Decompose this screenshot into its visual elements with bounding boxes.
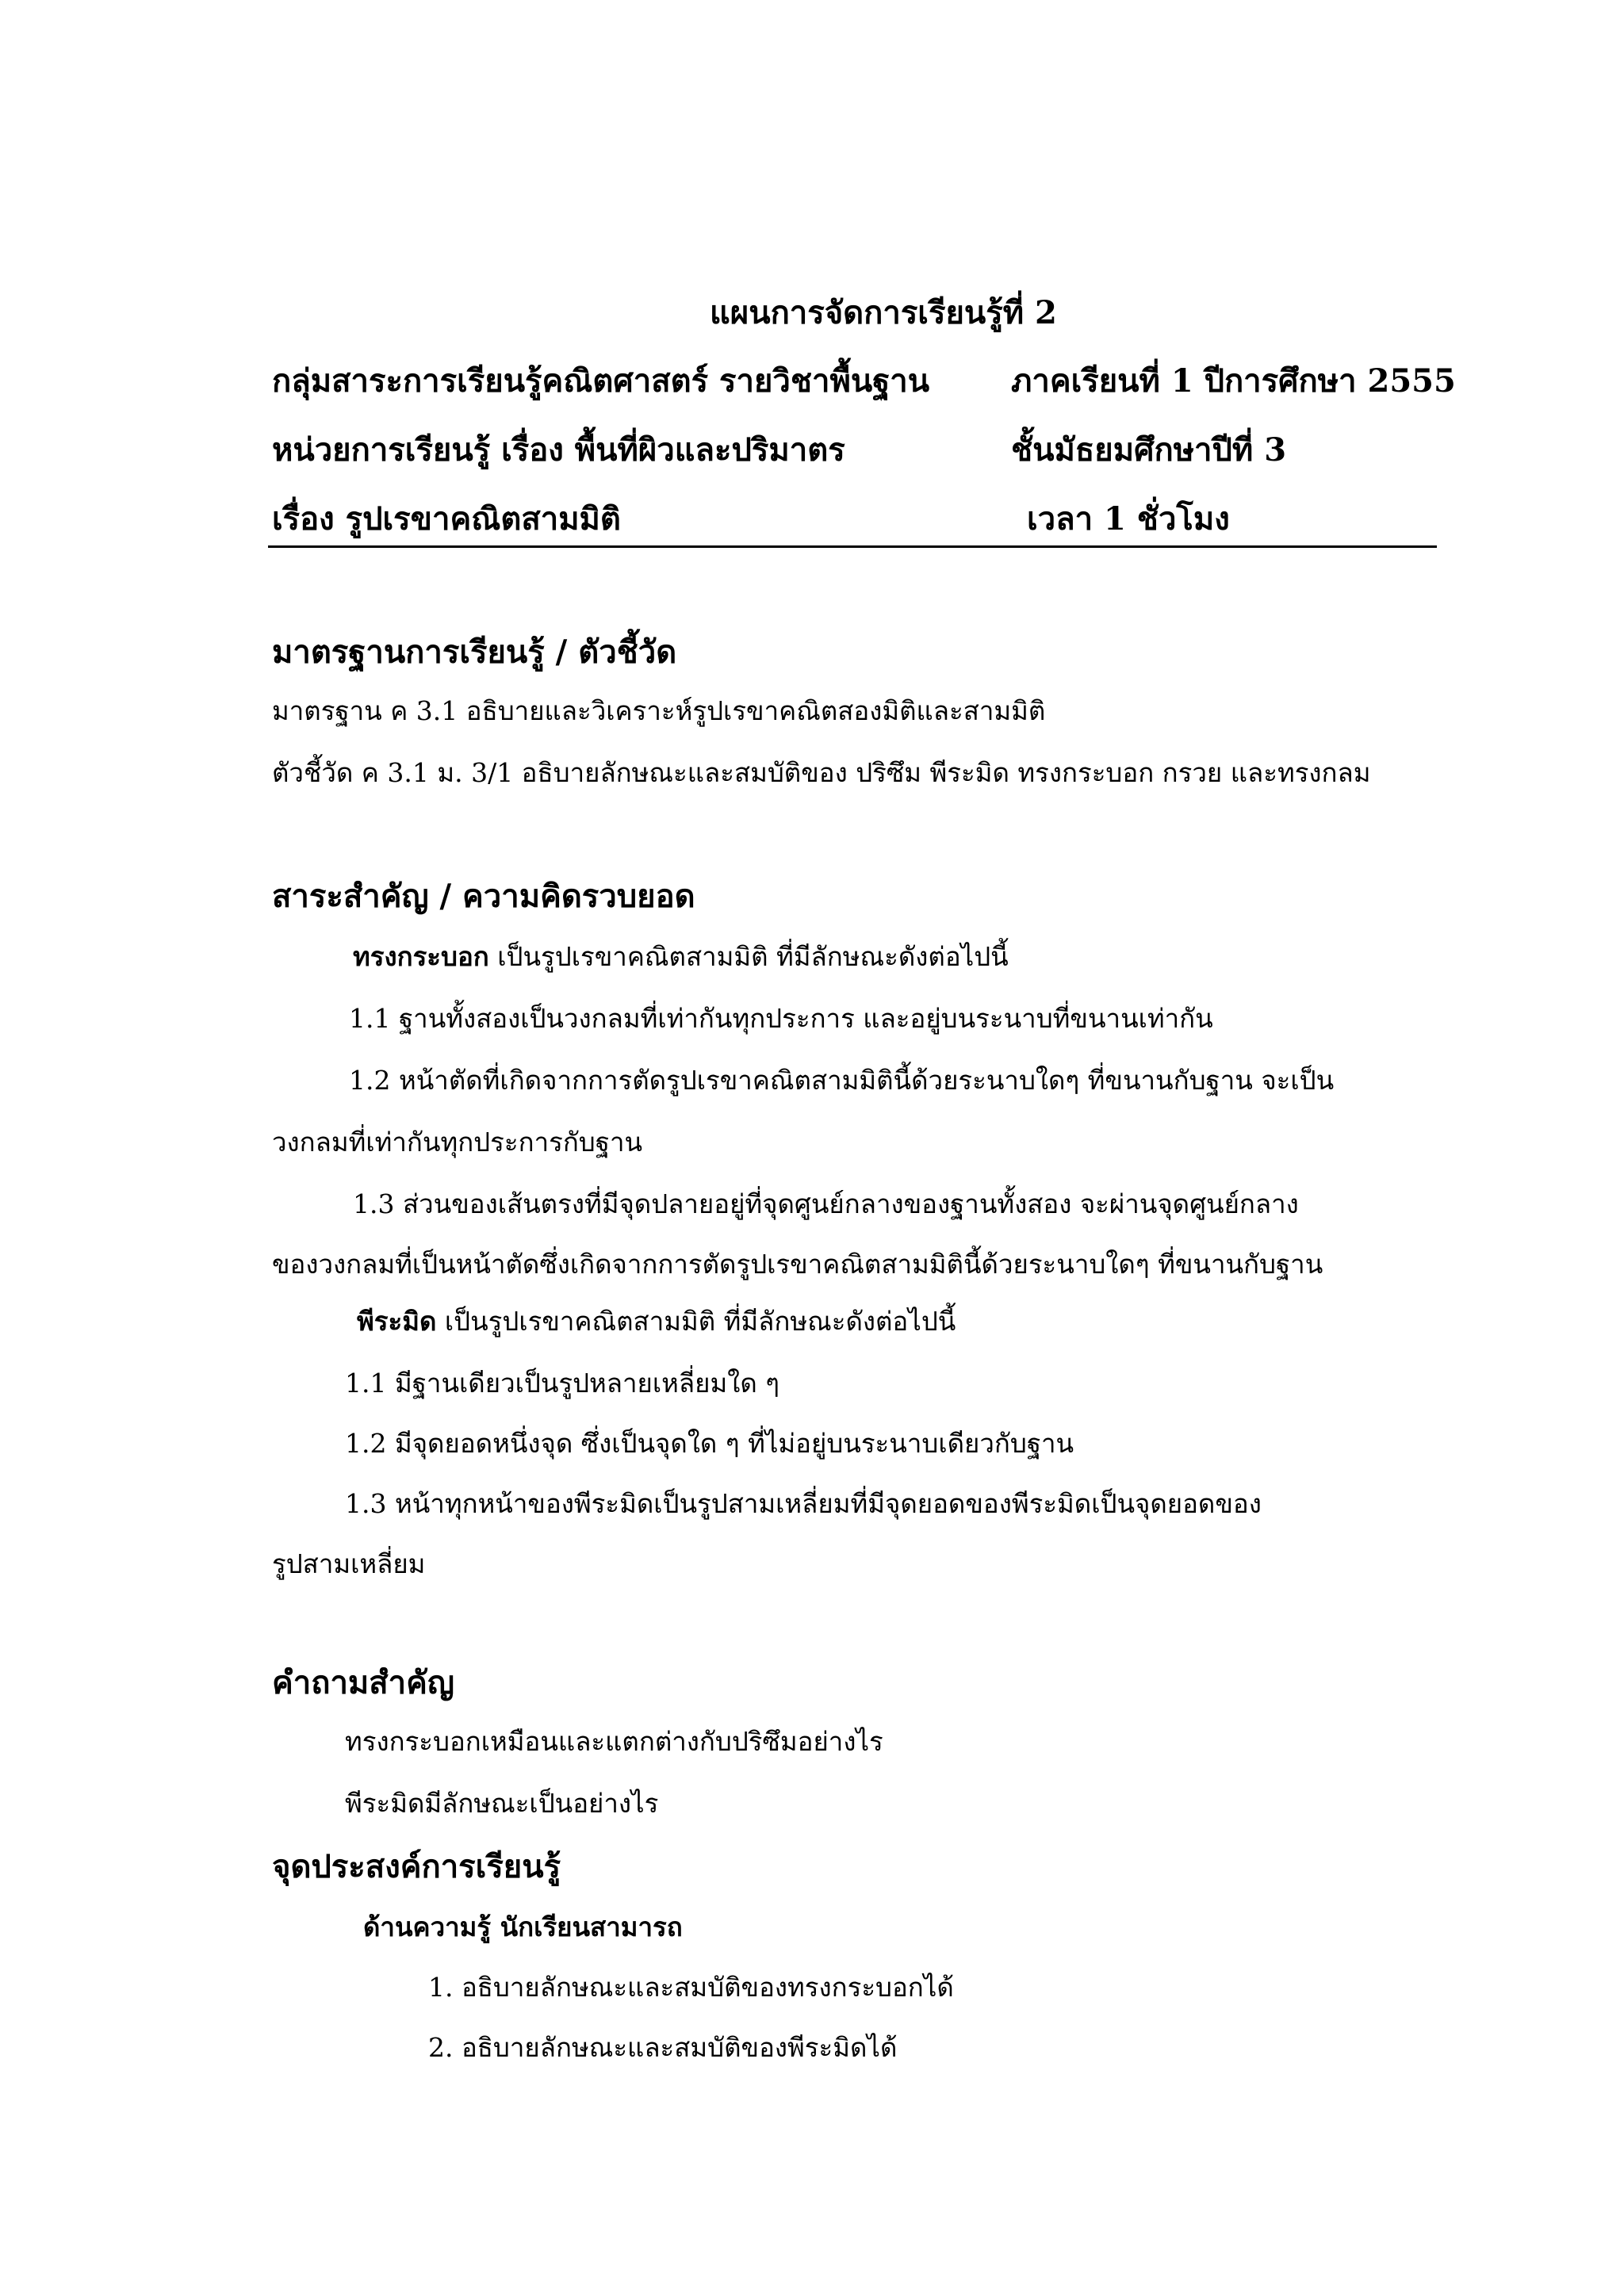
objectives-heading: จุดประสงค์การเรียนรู้ — [272, 1848, 561, 1885]
cylinder-term: ทรงกระบอก — [353, 941, 489, 972]
pyramid-intro: เป็นรูปเรขาคณิตสามมิติ ที่มีลักษณะดังต่อไปนี้ — [436, 1306, 956, 1337]
pyramid-property-1: 1.1 มีฐานเดียวเป็นรูปหลายเหลี่ยมใด ๆ — [345, 1368, 779, 1399]
cylinder-intro: เป็นรูปเรขาคณิตสามมิติ ที่มีลักษณะดังต่อไปนี้ — [488, 941, 1009, 972]
pyramid-definition — [357, 1300, 956, 1342]
knowledge-subheading: ด้านความรู้ นักเรียนสามารถ — [363, 1911, 683, 1942]
pyramid-term: พีระมิด — [357, 1306, 437, 1337]
semester-year: ภาคเรียนที่ 1 ปีการศึกษา 2555 — [1011, 362, 1456, 400]
lesson-plan-title: แผนการจัดการเรียนรู้ที่ 2 — [710, 294, 1057, 331]
question-2: พีระมิดมีลักษณะเป็นอย่างไร — [345, 1788, 659, 1819]
cylinder-property-3-cont: ของวงกลมที่เป็นหน้าตัดซึ่งเกิดจากการตัดรูปเรขาคณิตสามมิตินี้ด้วยระนาบใดๆ ที่ขนานกับฐาน — [272, 1249, 1323, 1280]
indicator-line: ตัวชี้วัด ค 3.1 ม. 3/1 อธิบายลักษณะและสมบัติของ ปริซึม พีระมิด ทรงกระบอก กรวย และทรงกลม — [272, 757, 1371, 788]
header-divider — [268, 545, 1437, 548]
lesson-duration: เวลา 1 ชั่วโมง — [1027, 500, 1230, 538]
questions-heading: คำถามสำคัญ — [272, 1664, 454, 1701]
concept-heading: สาระสำคัญ / ความคิดรวบยอด — [272, 878, 695, 915]
learning-unit: หน่วยการเรียนรู้ เรื่อง พื้นที่ผิวและปริมาตร — [272, 431, 845, 469]
cylinder-property-3: 1.3 ส่วนของเส้นตรงที่มีจุดปลายอยู่ที่จุดศูนย์กลางของฐานทั้งสอง จะผ่านจุดศูนย์กลาง — [353, 1188, 1299, 1219]
subject-group: กลุ่มสาระการเรียนรู้คณิตศาสตร์ รายวิชาพื้นฐาน — [272, 362, 930, 400]
objective-1: 1. อธิบายลักษณะและสมบัติของทรงกระบอกได้ — [428, 1972, 954, 2003]
cylinder-definition — [353, 936, 1009, 978]
cylinder-property-2: 1.2 หน้าตัดที่เกิดจากการตัดรูปเรขาคณิตสามมิตินี้ด้วยระนาบใดๆ ที่ขนานกับฐาน จะเป็น — [349, 1065, 1335, 1096]
question-1: ทรงกระบอกเหมือนและแตกต่างกับปริซึมอย่างไร — [345, 1726, 883, 1757]
cylinder-property-1: 1.1 ฐานทั้งสองเป็นวงกลมที่เท่ากันทุกประการ และอยู่บนระนาบที่ขนานเท่ากัน — [349, 1003, 1213, 1034]
pyramid-property-3: 1.3 หน้าทุกหน้าของพีระมิดเป็นรูปสามเหลี่ยมที่มีจุดยอดของพีระมิดเป็นจุดยอดของ — [345, 1488, 1262, 1519]
lesson-topic: เรื่อง รูปเรขาคณิตสามมิติ — [272, 500, 621, 538]
cylinder-property-2-cont: วงกลมที่เท่ากันทุกประการกับฐาน — [272, 1127, 643, 1158]
pyramid-property-2: 1.2 มีจุดยอดหนึ่งจุด ซึ่งเป็นจุดใด ๆ ที่ไม่อยู่บนระนาบเดียวกับฐาน — [345, 1428, 1074, 1459]
pyramid-property-3-cont: รูปสามเหลี่ยม — [272, 1548, 426, 1579]
grade-level: ชั้นมัธยมศึกษาปีที่ 3 — [1011, 431, 1287, 469]
standard-line: มาตรฐาน ค 3.1 อธิบายและวิเคราะห์รูปเรขาคณิตสองมิติและสามมิติ — [272, 695, 1046, 726]
objective-2: 2. อธิบายลักษณะและสมบัติของพีระมิดได้ — [428, 2032, 898, 2063]
standards-heading: มาตรฐานการเรียนรู้ / ตัวชี้วัด — [272, 633, 677, 671]
